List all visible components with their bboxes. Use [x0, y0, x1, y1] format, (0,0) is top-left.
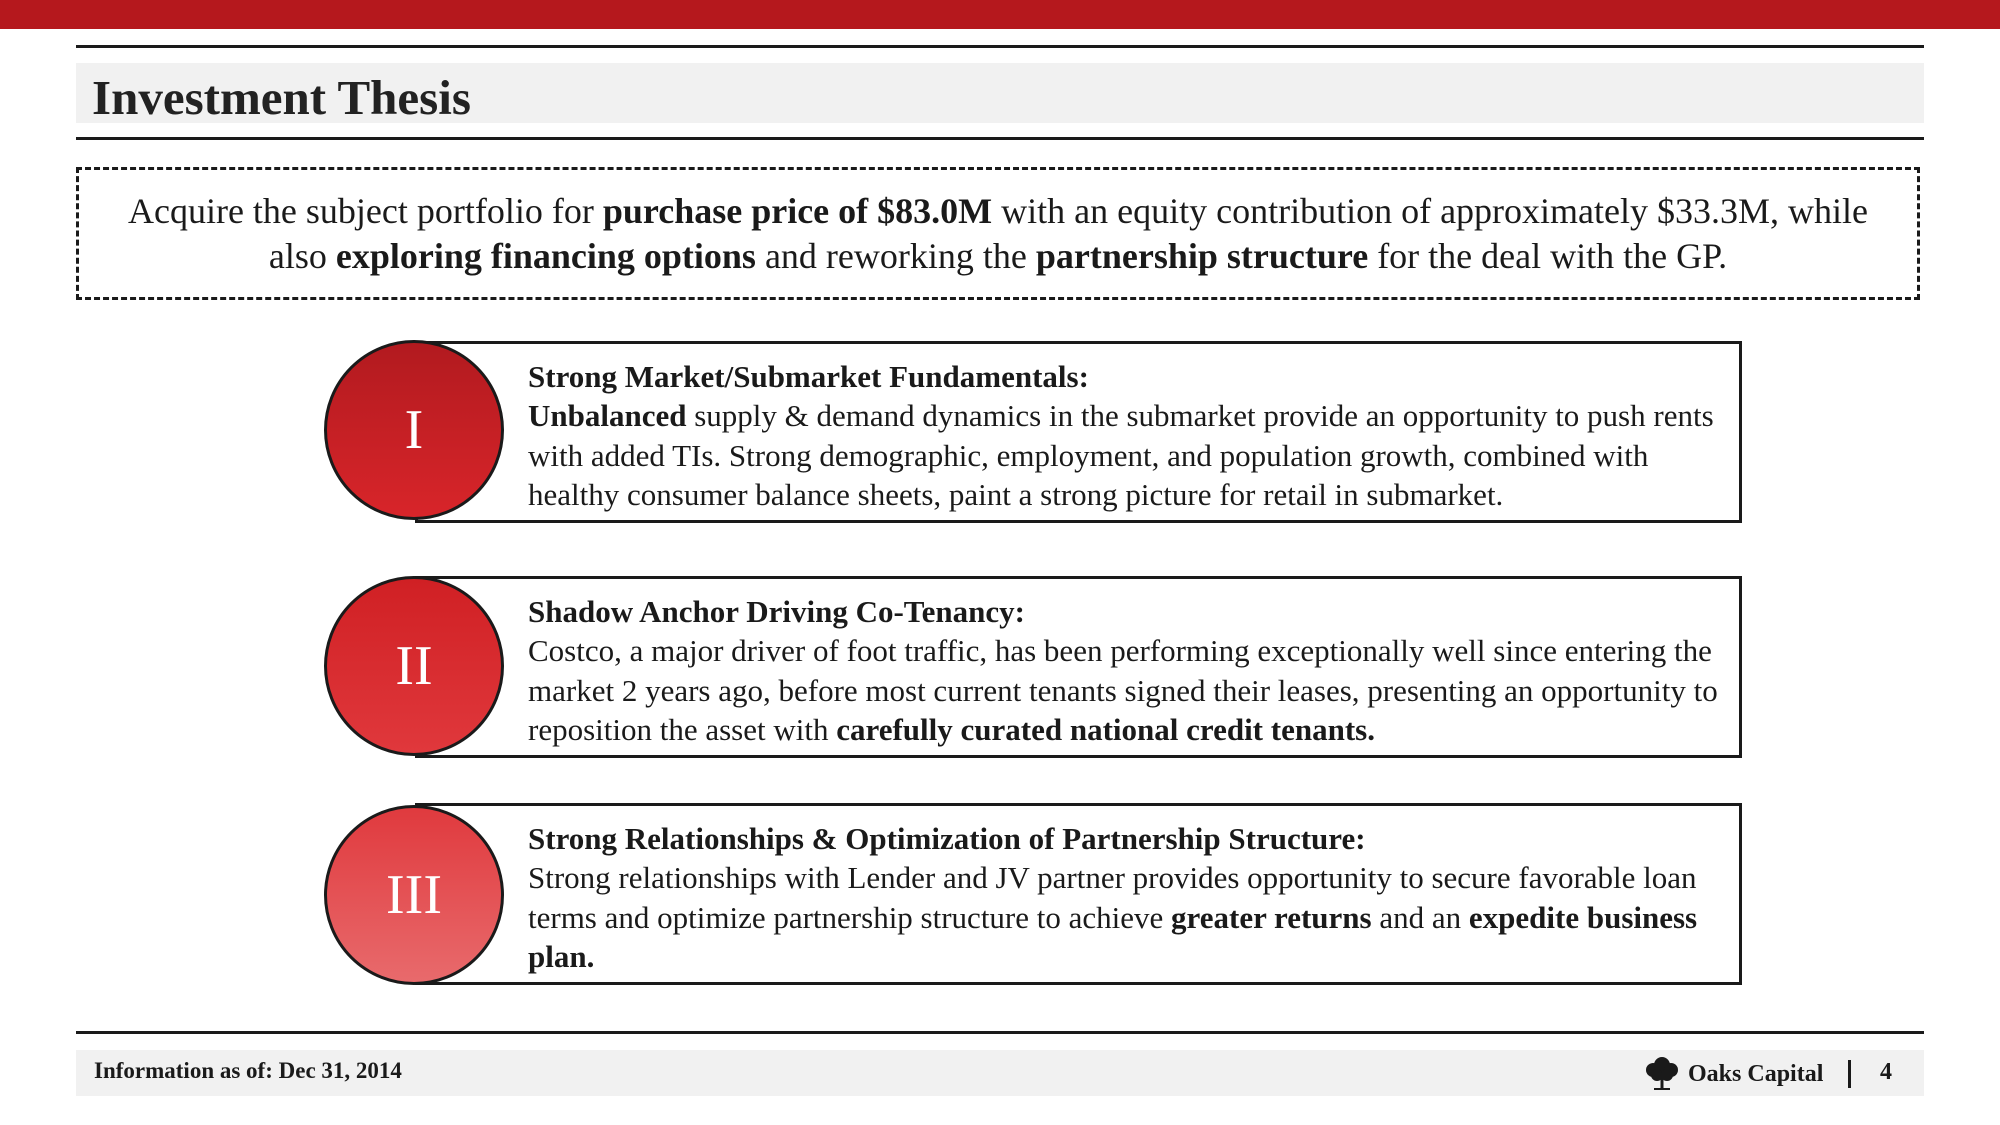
summary-emphasis-partnership: partnership structure — [1035, 235, 1369, 276]
information-date: Information as of: Dec 31, 2014 — [94, 1058, 402, 1083]
summary-emphasis-financing: exploring financing options — [335, 235, 756, 276]
thesis-body — [528, 631, 1725, 750]
thesis-body-emphasis: Unbalanced — [528, 398, 687, 433]
title-rule-bottom — [76, 137, 1924, 140]
thesis-heading: Shadow Anchor Driving Co-Tenancy: — [528, 594, 1025, 629]
page-title: Investment Thesis — [92, 70, 471, 125]
thesis-body-emphasis: greater returns — [1171, 899, 1372, 935]
thesis-heading: Strong Market/Submarket Fundamentals: — [528, 359, 1089, 394]
thesis-heading: Strong Relationships & Optimization of Partnership Structure: — [528, 821, 1366, 856]
thesis-body — [528, 858, 1725, 977]
page-number: 4 — [1880, 1059, 1892, 1085]
thesis-card — [415, 576, 1742, 758]
oak-tree-icon — [1643, 1056, 1681, 1092]
thesis-numeral-circle — [324, 805, 504, 985]
thesis-body-text: Strong relationships with Lender and JV partner provides opportunity to secure favorable loan terms and optimize partnership structure to achieve — [528, 860, 1697, 935]
thesis-body-text: Costco, a major driver of foot traffic, has been performing exceptionally well since entering the market 2 years ago, before most current tenants signed their leases, presenting an opportunity to reposition the asset with — [528, 633, 1718, 747]
summary-segment: also — [268, 235, 336, 276]
thesis-numeral: II — [395, 635, 433, 697]
thesis-card — [415, 803, 1742, 985]
thesis-body-text: supply & demand dynamics in the submarket provide an opportunity to push rents with added TIs. Strong demographic, employment, and population growth, combined with healthy consumer balance sheets, paint a strong picture for retail in submarket. — [528, 398, 1714, 512]
thesis-body — [528, 396, 1725, 515]
summary-segment: and reworking the — [755, 235, 1036, 276]
title-rule-top — [76, 45, 1924, 48]
thesis-numeral: III — [386, 864, 442, 926]
thesis-card — [415, 341, 1742, 523]
summary-emphasis-price: purchase price of $83.0M — [602, 190, 993, 231]
summary-segment: for the deal with the GP. — [1368, 235, 1728, 276]
footer-rule — [76, 1031, 1924, 1034]
summary-segment: with an equity contribution of approximately $33.3M, while — [992, 190, 1868, 231]
thesis-body-emphasis: carefully curated national credit tenants. — [836, 712, 1375, 747]
thesis-numeral: I — [404, 399, 424, 461]
thesis-numeral-circle — [324, 340, 504, 520]
top-accent-bar — [0, 0, 2000, 29]
thesis-summary-box — [76, 167, 1920, 300]
brand-name: Oaks Capital — [1688, 1061, 1824, 1087]
thesis-numeral-circle — [324, 576, 504, 756]
summary-segment: Acquire the subject portfolio for — [127, 190, 603, 231]
footer-divider — [1848, 1060, 1851, 1088]
thesis-summary-text — [128, 189, 1868, 279]
thesis-body-text: and an — [1371, 899, 1469, 935]
thesis-body-emphasis: expedite business plan. — [528, 899, 1698, 974]
